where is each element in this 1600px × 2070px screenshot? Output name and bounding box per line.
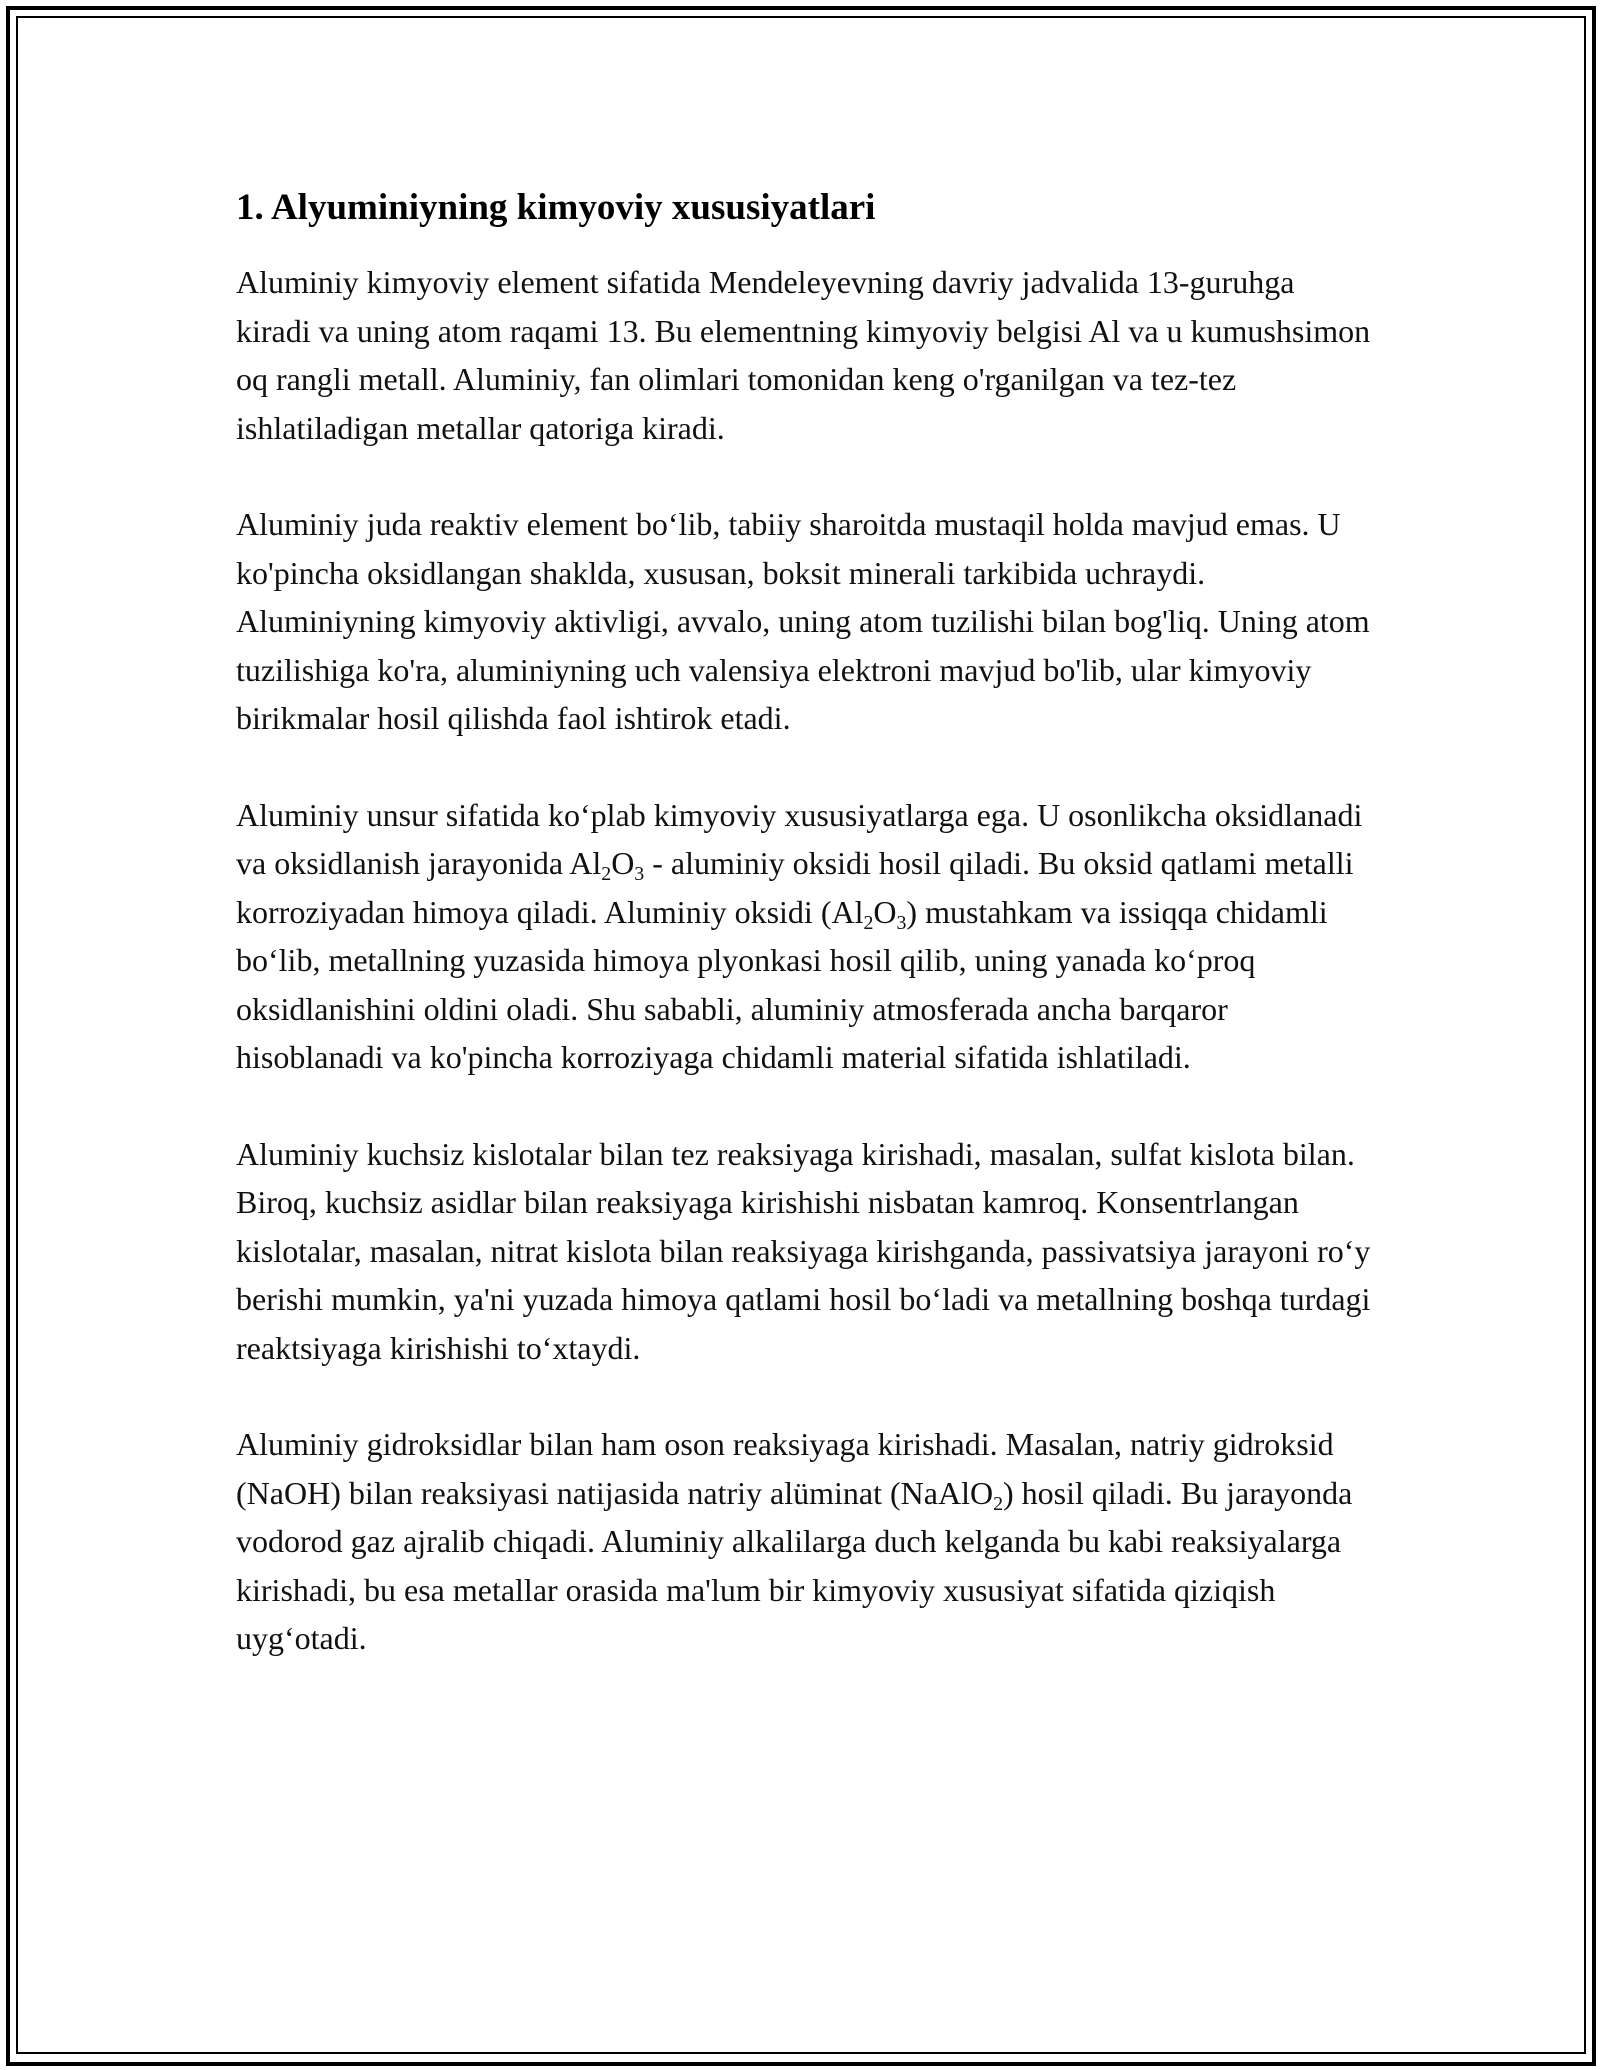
paragraph-5-text-b: ) hosil qiladi. Bu jarayonda vodorod gaz ajralib chiqadi. Aluminiy alkalilarga duch kelganda bu kabi reaksiyalarga kirishadi, bu esa metallar orasida ma'lum bir kimyoviy xususiyat sifatida qiziqish uyg‘otadi. bbox=[236, 1474, 1353, 1657]
subscript: 2 bbox=[601, 863, 612, 886]
paragraph-5 bbox=[236, 1420, 1376, 1663]
paragraph-1: Aluminiy kimyoviy element sifatida Mendeleyevning davriy jadvalida 13-guruhga kiradi va uning atom raqami 13. Bu elementning kimyoviy belgisi Al va u kumushsimon oq rangli metall. Aluminiy, fan olimlari tomonidan keng o'rganilgan va tez-tez ishlatiladigan metallar qatoriga kiradi. bbox=[236, 264, 1371, 446]
paragraph-3-text-e: ) mustahkam va issiqqa chidamli bo‘lib, metallning yuzasida himoya plyonkasi hosil qilib, uning yanada ko‘proq oksidlanishini oldini oladi. Shu sababli, aluminiy atmosferada ancha barqaror hisoblanadi va ko'pincha korroziyaga chidamli material sifatida ishlatiladi. bbox=[236, 893, 1328, 1076]
paragraph-3-text-c: - aluminiy oksidi hosil qiladi. Bu oksid qatlami metalli korroziyadan himoya qiladi. Aluminiy oksidi (Al bbox=[236, 845, 1354, 930]
paragraph-5-text-a: Aluminiy gidroksidlar bilan ham oson reaksiyaga kirishadi. Masalan, natriy gidroksid (NaOH) bilan reaksiyasi natijasida natriy alüminat (NaAlO bbox=[236, 1426, 1334, 1511]
subscript: 2 bbox=[993, 1492, 1004, 1515]
document-body bbox=[236, 186, 1376, 1711]
subscript: 3 bbox=[896, 911, 907, 934]
paragraph-4: Aluminiy kuchsiz kislotalar bilan tez reaksiyaga kirishadi, masalan, sulfat kislota bilan. Biroq, kuchsiz asidlar bilan reaksiyaga kirishishi nisbatan kamroq. Konsentrlangan kislotalar, masalan, nitrat kislota bilan reaksiyaga kirishganda, passivatsiya jarayoni ro‘y berishi mumkin, ya'ni yuzada himoya qatlami hosil bo‘ladi va metallning boshqa turdagi reaktsiyaga kirishishi to‘xtaydi. bbox=[236, 1135, 1371, 1366]
section-heading: 1. Alyuminiyning kimyoviy xususiyatlari bbox=[236, 187, 876, 228]
subscript: 3 bbox=[634, 863, 645, 886]
paragraph-3-text-d: O bbox=[873, 893, 897, 930]
paragraph-2: Aluminiy juda reaktiv element bo‘lib, tabiiy sharoitda mustaqil holda mavjud emas. U ko'pincha oksidlangan shakldа, xususan, boksit minerali tarkibida uchraydi. Aluminiyning kimyoviy aktivligi, avvalo, uning atom tuzilishi bilan bog'liq. Uning atom tuzilishiga ko'ra, aluminiyning uch valensiya elektroni mavjud bo'lib, ular kimyoviy birikmalar hosil qilishda faol ishtirok etadi. bbox=[236, 506, 1370, 737]
paragraph-3 bbox=[236, 791, 1376, 1082]
paragraph-3-text-a: Aluminiy unsur sifatida ko‘plab kimyoviy xususiyatlarga ega. U osonlikcha oksidlanadi va oksidlanish jarayonida Al bbox=[236, 796, 1363, 882]
subscript: 2 bbox=[863, 911, 874, 934]
paragraph-3-text-b: O bbox=[611, 845, 635, 882]
